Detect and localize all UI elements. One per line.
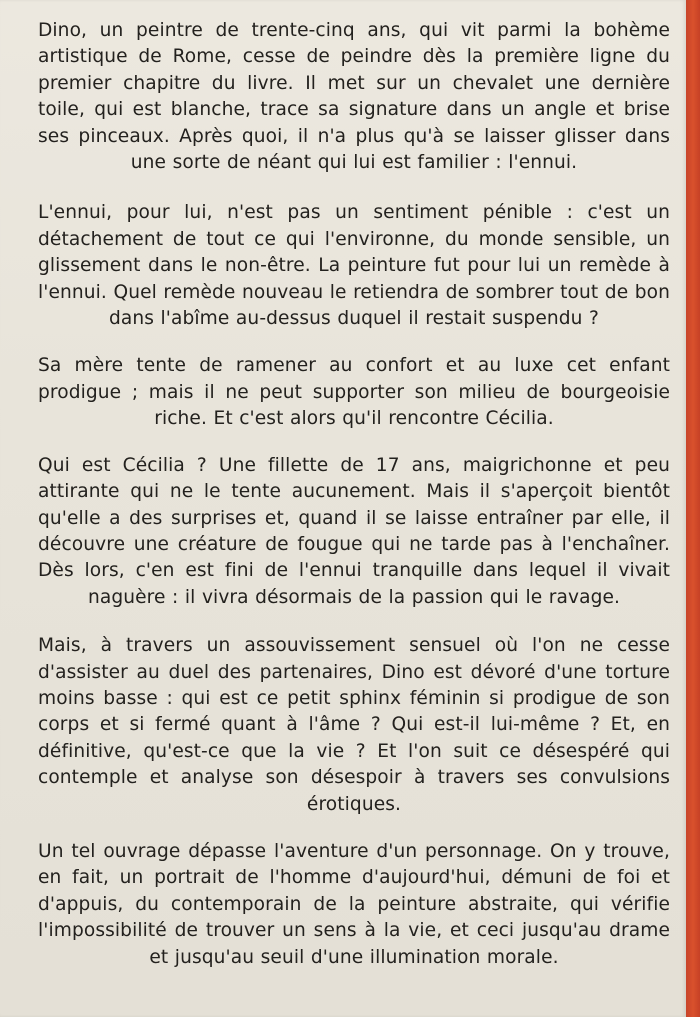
paragraph-4: Qui est Cécilia ? Une fillette de 17 ans, maigrichonne et peu attirante qui ne le tente aucunement. Mais il s'aperçoit bientôt qu'elle a des surprises et, quand il se laisse entraîner par elle, il découvre une créature de fougue qui ne tarde pas à l'enchaîner. Dès lors, c'en est fini de l'ennui tranquille dans lequel il vivait naguère : il vivra désormais de la passion qui le ravage. [38, 454, 670, 608]
paragraph-2: L'ennui, pour lui, n'est pas un sentiment pénible : c'est un détachement de tout ce qui l'environne, du monde sensible, un glissement dans le non-être. La peinture fut pour lui un remède à l'ennui. Quel remède nouveau le retiendra de sombrer tout de bon dans l'abîme au-dessus duquel il restait suspendu ? [38, 202, 671, 330]
paragraph-6: Un tel ouvrage dépasse l'aventure d'un personnage. On y trouve, en fait, un portrait de l'homme d'aujourd'hui, démuni de foi et d'appuis, du contemporain de la peinture abstraite, qui vérifie l'impossibilité de trouver un sens à la vie, et ceci jusqu'au drame et jusqu'au seuil d'une illumination morale. [38, 840, 670, 968]
paragraph-5: Mais, à travers un assouvissement sensuel où l'on ne cesse d'assister au duel des partenaires, Dino est dévoré d'une torture moins basse : qui est ce petit sphinx féminin si prodigue de son corps et si fermé quant à l'âme ? Qui est-il lui-même ? Et, en définitive, qu'est-ce que la vie ? Et l'on suit ce désespéré qui contemple et analyse son désespoir à travers ses convulsions érotiques. [38, 635, 670, 815]
red-cover-edge [686, 0, 700, 1017]
paragraph-3: Sa mère tente de ramener au confort et au luxe cet enfant prodigue ; mais il ne peut supporter son milieu de bourgeoisie riche. Et c'est alors qu'il rencontre Cécilia. [38, 355, 670, 430]
paragraph-1: Dino, un peintre de trente-cinq ans, qui vit parmi la bohème artistique de Rome, cesse de peindre dès la première ligne du premier chapitre du livre. Il met sur un chevalet une dernière toile, qui est blanche, trace sa signature dans un angle et brise ses pinceaux. Après quoi, il n'a plus qu'à se laisser glisser dans une sorte de néant qui lui est familier : l'ennui. [38, 20, 670, 174]
summary-text [38, 18, 670, 991]
